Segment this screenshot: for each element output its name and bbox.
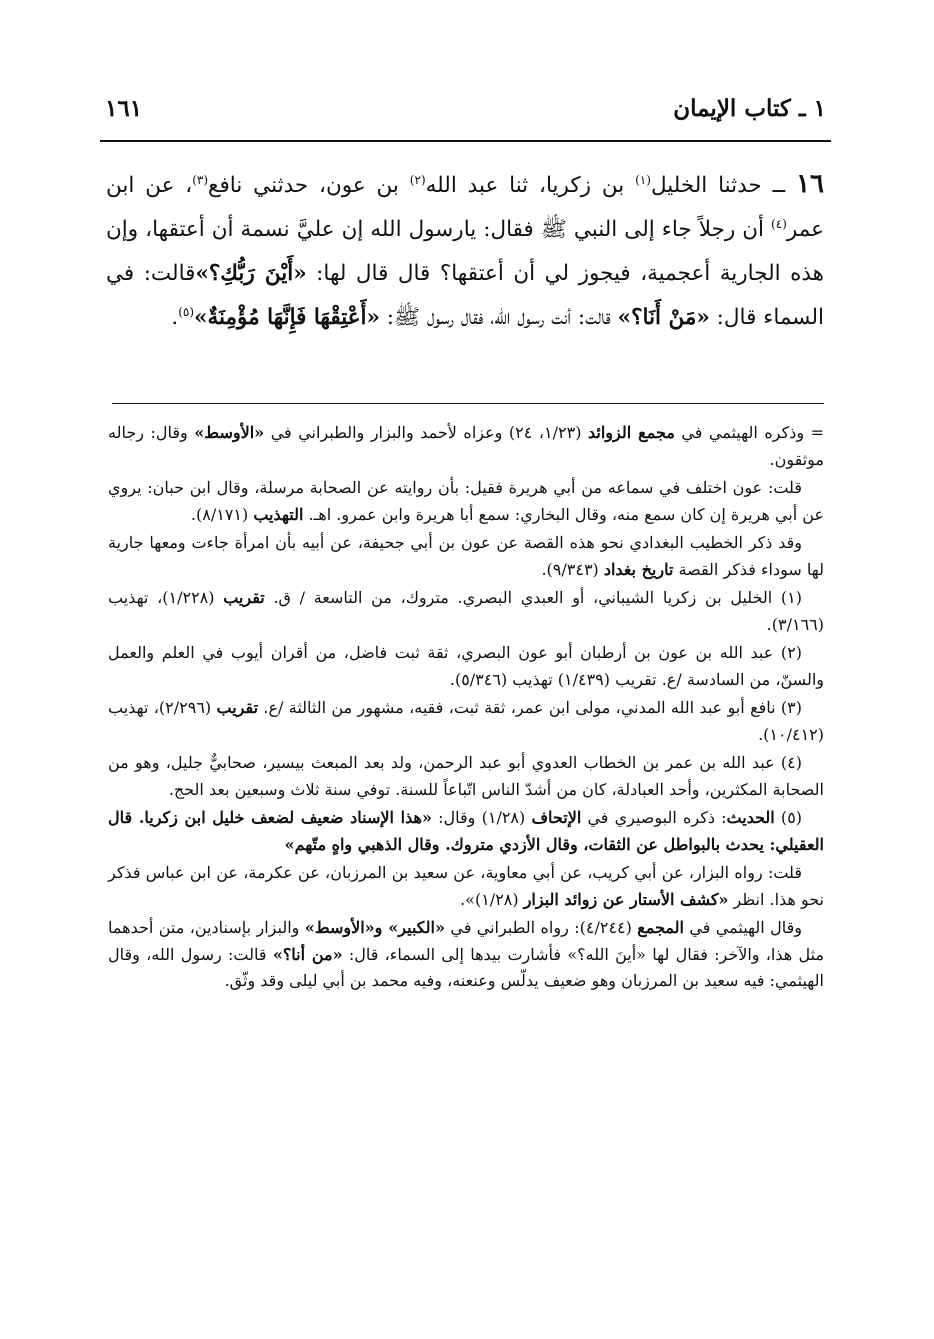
footnote-1 xyxy=(108,585,824,638)
hadith-text xyxy=(106,162,824,340)
fn-cont-b: مجمع الزوائد xyxy=(587,423,675,442)
fn-cont-e: وقال: رجاله موثقون. xyxy=(108,423,824,469)
fn5-b: الحديث xyxy=(726,808,775,827)
fn-khatib-c: (٩/٣٤٣). xyxy=(541,559,604,579)
footnote-separator xyxy=(112,403,824,404)
hadith-quote-2: «مَنْ أَنَا؟» xyxy=(617,305,710,330)
footnote-2 xyxy=(108,640,824,693)
fn5-c: : ذكره البوصيري في xyxy=(581,808,727,827)
footnote-ref-2[interactable]: (٢) xyxy=(409,172,426,187)
footnote-ref-4[interactable]: (٤) xyxy=(771,216,787,231)
hadith-text-6: قالت: في السماء قال: xyxy=(106,261,824,330)
chapter-title: ١ ـ كتاب الإيمان xyxy=(673,94,826,122)
fn-khatib-a: وقد ذكر الخطيب البغدادي نحو هذه القصة عن عون بن أبي جحيفة، عن أبيه بأن امرأة جاءت ومعها جارية لها سوداء فذكر القصة xyxy=(108,533,824,579)
fn1-c: (١/٢٢٨)، تهذيب (٣/١٦٦). xyxy=(108,588,824,634)
fn3-c: (٢/٢٩٦)، تهذيب (١٠/٤١٢). xyxy=(108,698,824,744)
fn3-a: (٣) نافع أبو عبد الله المدني، مولى ابن عمر، ثقة ثبت، فقيه، مشهور من الثالثة /ع. xyxy=(258,698,803,717)
hadith-text-1: ــ حدثنا الخليل xyxy=(650,173,797,198)
footnote-khatib xyxy=(108,530,824,583)
fn-haythami-g: قالت: رسول الله، وقال الهيثمي: فيه سعيد بن المرزبان وهو ضعيف يدلّس وعنعنه، وفيه محمد بن أبي ليلى وقد وثّق. xyxy=(108,944,824,990)
hadith-text-end: . xyxy=(171,305,179,330)
fn1-a: (١) الخليل بن زكريا الشيباني، أو العبدي البصري. متروك، من التاسعة / ق. xyxy=(264,588,803,607)
page-header xyxy=(105,88,826,128)
fn5-a: (٥) xyxy=(774,808,803,827)
hadith-quote-3: «أَعْتِقْهَا فَإِنَّهَا مُؤْمِنَةٌ» xyxy=(194,305,380,330)
fn5-f: «هذا الإسناد ضعيف لضعف خليل ابن زكريا. قال العقيلي: يحدث بالبواطل عن الثقات، وقال الأزدي متروك. وقال الذهبي واهٍ متّهم» xyxy=(108,808,824,854)
fn-haythami-c: (٤/٢٤٤): رواه الطبراني في xyxy=(444,918,638,937)
fn5-d: الإتحاف xyxy=(531,808,582,827)
footnote-haythami xyxy=(108,915,824,995)
footnote-qultu-1 xyxy=(108,475,824,528)
fn-haythami-f: «من أنا؟» xyxy=(272,944,343,964)
fn-qultu-1-bold: التهذيب xyxy=(253,504,304,524)
fn-cont-c: (١/٢٣، ٢٤) وعزاه لأحمد والبزار والطبراني في xyxy=(264,423,588,442)
fn-cont-d: «الأوسط» xyxy=(194,423,265,442)
page-number: ١٦١ xyxy=(105,94,143,122)
fn-haythami-d: «الكبير» و«الأوسط» xyxy=(304,918,445,937)
fn-khatib-b: تاريخ بغداد xyxy=(603,559,674,579)
footnote-continuation xyxy=(108,420,824,473)
header-rule xyxy=(100,140,831,142)
footnotes xyxy=(108,420,824,997)
hadith-text-4: ، عن ابن عمر xyxy=(106,173,824,242)
fn-qultu-2-a: قلت: رواه البزار، عن أبي كريب، عن أبي معاوية، عن سعيد بن المرزبان، عن عكرمة، عن ابن عباس فذكر نحو هذا. انظر xyxy=(108,863,824,909)
fn5-e: (١/٢٨) وقال: xyxy=(431,808,532,827)
hadith-text-3: بن عون، حدثني نافع xyxy=(208,173,410,198)
footnote-qultu-2 xyxy=(108,860,824,913)
fn-qultu-1: قلت: عون اختلف في سماعه من أبي هريرة فقيل: بأن روايته عن الصحابة مرسلة، وقال ابن حبان: يروي عن أبي هريرة إن كان سمع منه، وقال البخاري: سمع أبا هريرة وابن عمرو. اهـ. xyxy=(108,478,824,524)
fn-qultu-2-c: (١/٢٨)». xyxy=(460,889,524,909)
fn1-b: تقريب xyxy=(223,588,265,607)
footnote-ref-3[interactable]: (٣) xyxy=(192,172,209,187)
footnote-4 xyxy=(108,750,824,803)
fn-haythami-a: وقال الهيثمي في xyxy=(683,918,803,937)
fn2-text: (٢) عبد الله بن عون بن أرطبان أبو عون البصري، ثقة ثبت فاضل، من أقران أيوب في العلم والعمل والسنّ، من السادسة /ع. تقريب (١/٤٣٩) تهذيب (٥/٣٤٦). xyxy=(108,643,824,689)
hadith-number: ١٦ xyxy=(796,169,824,199)
fn-qultu-2-b: «كشف الأستار عن زوائد البزار xyxy=(523,889,729,909)
fn3-b: تقريب xyxy=(216,698,259,717)
hadith-text-2: بن زكريا، ثنا عبد الله xyxy=(425,173,636,198)
hadith-text-5: أن رجلاً جاء إلى النبي ﷺ فقال: يارسول الله إن عليَّ نسمة أن أعتقها، وإن هذه الجارية أعجمية، فيجوز لي أن أعتقها؟ قال قال لها: xyxy=(106,217,824,286)
fn-qultu-1-end: (٨/١٧١). xyxy=(190,504,254,524)
hadith-quote-1: «أَيْنَ رَبُّكِ؟» xyxy=(195,261,307,286)
footnote-ref-1[interactable]: (١) xyxy=(635,172,651,187)
hadith-text-7: قالت: أنت رسول الله، فقال رسول ﷺ: xyxy=(379,305,618,330)
fn4-text: (٤) عبد الله بن عمر بن الخطاب العدوي أبو عبد الرحمن، ولد بعد المبعث بيسير، صحابيٌّ جليل، وهو من الصحابة المكثرين، وأحد العبادلة، كان من أشدّ الناس اتّباعاً للسنة. توفي سنة ثلاث وسبعين بعد الحج. xyxy=(108,753,824,799)
fn-cont-a: = وذكره الهيثمي في xyxy=(674,423,824,442)
fn-haythami-e: والبزار بإسنادين، متن أحدهما مثل هذا، والآخر: فقال لها «أينَ الله؟» فأشارت بيدها إلى السماء، قال: xyxy=(108,918,824,964)
footnote-5 xyxy=(108,805,824,858)
footnote-3 xyxy=(108,695,824,748)
fn-haythami-b: المجمع xyxy=(637,918,684,937)
footnote-ref-5[interactable]: (٥) xyxy=(178,304,195,319)
